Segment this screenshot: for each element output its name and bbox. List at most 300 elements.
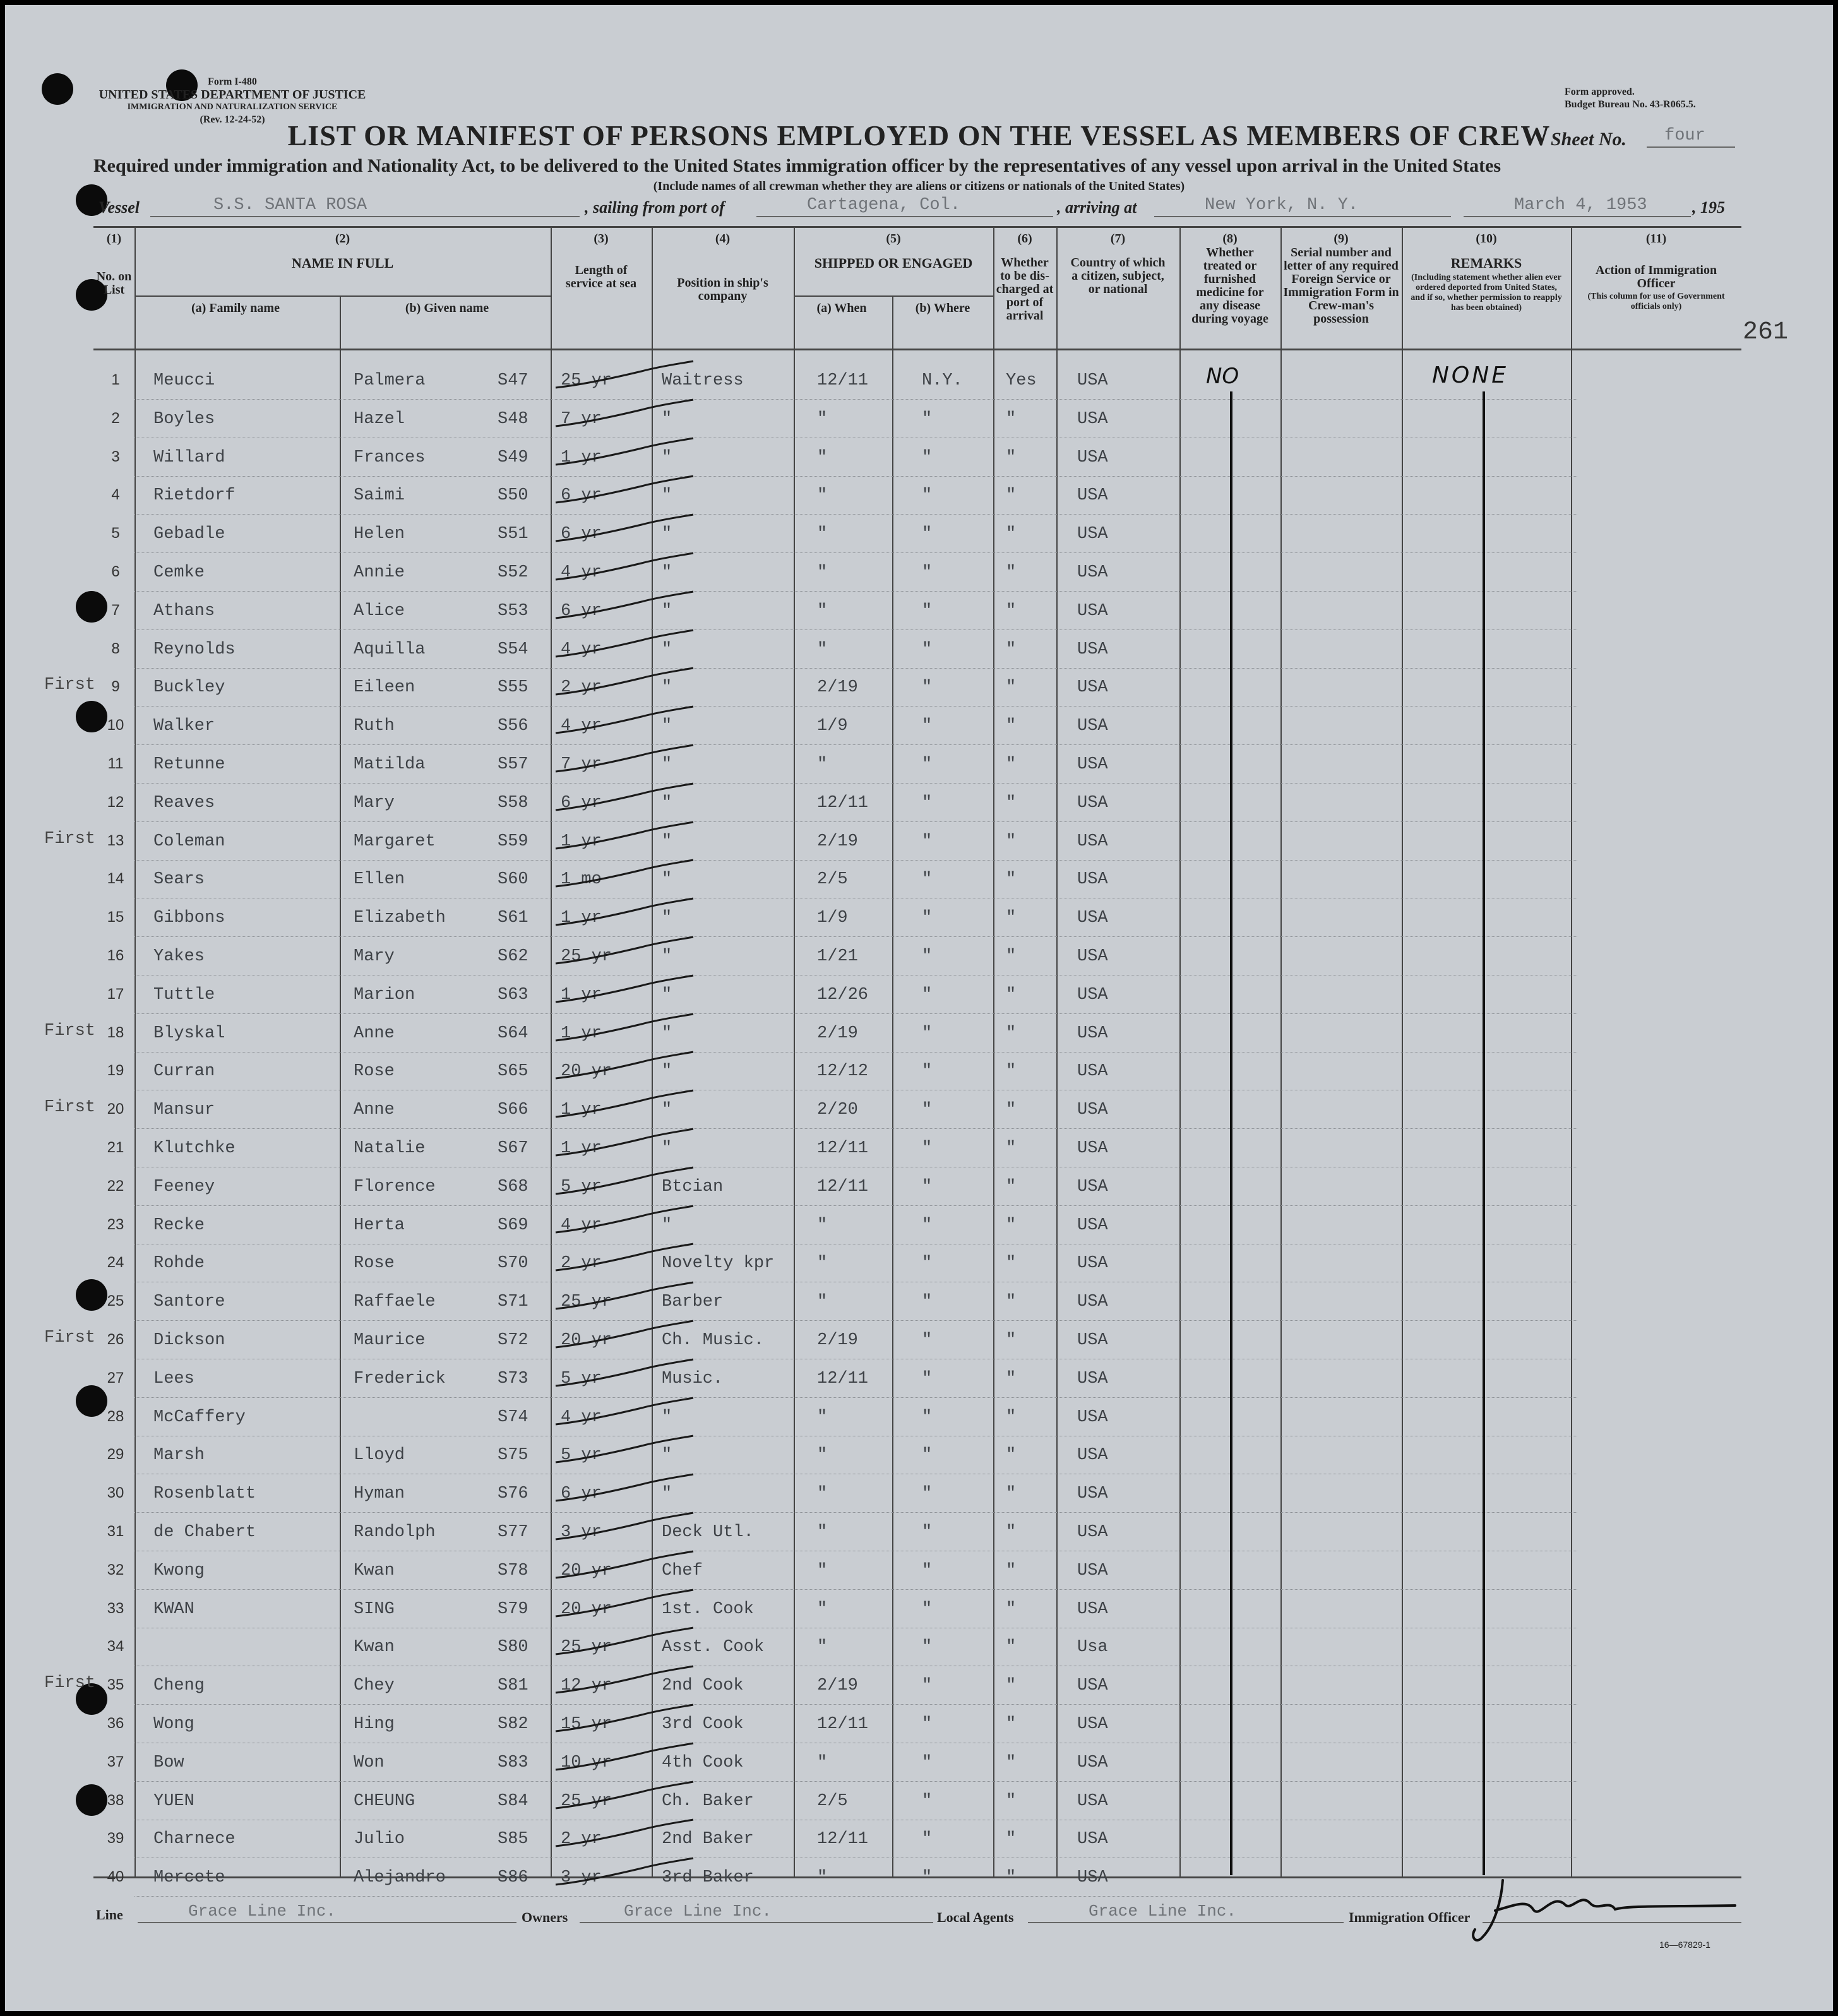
arriving-underline <box>1154 216 1451 217</box>
country: USA <box>1077 601 1108 621</box>
position: " <box>662 870 672 890</box>
row-rule <box>134 1128 1577 1129</box>
tally-mark <box>553 1818 698 1856</box>
crew-id: S51 <box>498 525 528 544</box>
service-length: 5 yr <box>561 1369 602 1388</box>
family-name: Dickson <box>153 1331 225 1350</box>
family-name: Willard <box>153 448 225 467</box>
discharged: " <box>1006 717 1017 736</box>
family-name: Mercete <box>153 1868 225 1888</box>
service-length: 1 yr <box>561 448 602 467</box>
country: USA <box>1077 1446 1108 1465</box>
shipped-where: " <box>922 1830 933 1849</box>
given-name: Maurice <box>354 1331 426 1350</box>
row-number: 35 <box>107 1676 124 1694</box>
shipped-when: 2/20 <box>817 1100 858 1120</box>
crew-id: S72 <box>498 1331 528 1350</box>
shipped-when: " <box>817 1292 828 1312</box>
family-name: Coleman <box>153 832 225 851</box>
shipped-when: " <box>817 1868 828 1888</box>
discharged: " <box>1006 1331 1017 1350</box>
country: USA <box>1077 486 1108 506</box>
family-name: Mansur <box>153 1100 215 1120</box>
line-label: Line <box>96 1907 123 1923</box>
col9-header: Serial number and letter of any required Foreign Service or Immigration Form in Crew-man's possession <box>1283 246 1399 326</box>
shipped-where: " <box>922 601 933 621</box>
crew-id: S82 <box>498 1715 528 1734</box>
tally-mark <box>553 1742 698 1780</box>
row-number: 11 <box>107 755 124 772</box>
position: Chef <box>662 1561 703 1580</box>
country: USA <box>1077 448 1108 467</box>
shipped-where: " <box>922 870 933 890</box>
discharged: " <box>1006 1523 1017 1542</box>
row-number: 25 <box>107 1292 124 1310</box>
shipped-when: 12/11 <box>817 1715 869 1734</box>
shipped-where: " <box>922 563 933 582</box>
col5-header: SHIPPED OR ENGAGED <box>814 255 973 271</box>
sheet-underline <box>1647 146 1735 148</box>
service-length: 4 yr <box>561 1215 602 1235</box>
tally-mark <box>553 897 698 935</box>
country: USA <box>1077 1484 1108 1504</box>
discharged: " <box>1006 1791 1017 1811</box>
shipped-when: 2/19 <box>817 1676 858 1696</box>
service: IMMIGRATION AND NATURALIZATION SERVICE <box>127 102 338 112</box>
country: USA <box>1077 1676 1108 1696</box>
row-rule <box>134 591 1577 592</box>
position: 3rd Cook <box>662 1715 744 1734</box>
agents-value: Grace Line Inc. <box>1089 1902 1237 1921</box>
tally-mark <box>553 667 698 705</box>
col-divider <box>892 295 893 1876</box>
crew-id: S75 <box>498 1446 528 1465</box>
family-name: Gibbons <box>153 909 225 928</box>
shipped-when: " <box>817 1254 828 1273</box>
service-length: 25 yr <box>561 1638 612 1657</box>
tally-mark <box>553 475 698 513</box>
discharged: " <box>1006 1868 1017 1888</box>
family-name: Recke <box>153 1215 205 1235</box>
shipped-where: " <box>922 1599 933 1619</box>
crew-id: S71 <box>498 1292 528 1312</box>
shipped-where: " <box>922 1023 933 1043</box>
given-name: Herta <box>354 1215 405 1235</box>
discharged: " <box>1006 793 1017 813</box>
ditto-line-medicine <box>1230 391 1232 1875</box>
position: 4th Cook <box>662 1753 744 1772</box>
owners-underline <box>580 1922 933 1923</box>
tally-mark <box>553 1320 698 1357</box>
discharged: " <box>1006 1062 1017 1082</box>
country: USA <box>1077 371 1108 390</box>
shipped-when: " <box>817 1599 828 1619</box>
row-rule <box>134 1512 1577 1513</box>
shipped-when: 12/11 <box>817 1177 869 1196</box>
row-rule <box>134 476 1577 477</box>
row-number: 39 <box>107 1830 124 1847</box>
budget-text: Budget Bureau No. 43-R065.5. <box>1565 99 1696 110</box>
crew-id: S57 <box>498 755 528 774</box>
family-name: Feeney <box>153 1177 215 1196</box>
tally-mark <box>553 1550 698 1588</box>
position: " <box>662 563 672 582</box>
row-rule <box>134 1781 1577 1782</box>
shipped-where: " <box>922 1676 933 1696</box>
service-length: 25 yr <box>561 1791 612 1811</box>
discharged: " <box>1006 1292 1017 1312</box>
family-name: McCaffery <box>153 1407 246 1427</box>
tally-mark <box>553 859 698 897</box>
row-rule <box>134 1320 1577 1321</box>
country: USA <box>1077 1023 1108 1043</box>
shipped-where: " <box>922 1446 933 1465</box>
family-name: Curran <box>153 1062 215 1082</box>
given-name: Mary <box>354 793 395 813</box>
tally-mark <box>553 552 698 590</box>
country: USA <box>1077 1407 1108 1427</box>
position: 2nd Cook <box>662 1676 744 1696</box>
row-number: 13 <box>107 832 124 849</box>
position: " <box>662 793 672 813</box>
row-rule <box>134 706 1577 707</box>
shipped-when: 2/19 <box>817 678 858 698</box>
discharged: " <box>1006 1177 1017 1196</box>
row-note: First <box>44 829 96 849</box>
service-length: 2 yr <box>561 1254 602 1273</box>
family-name: Klutchke <box>153 1139 236 1158</box>
shipped-where: " <box>922 1177 933 1196</box>
ditto-line-remarks <box>1483 391 1485 1875</box>
given-name: Lloyd <box>354 1446 405 1465</box>
country: USA <box>1077 1561 1108 1580</box>
tally-mark <box>553 1703 698 1741</box>
col10-number: (10) <box>1476 232 1497 246</box>
arriving-label: , arriving at <box>1057 198 1137 217</box>
given-name: SING <box>354 1599 395 1619</box>
col11-number: (11) <box>1645 232 1667 246</box>
tally-mark <box>553 1473 698 1511</box>
revision: (Rev. 12-24-52) <box>200 114 265 125</box>
position: " <box>662 486 672 506</box>
service-length: 5 yr <box>561 1177 602 1196</box>
family-name: YUEN <box>153 1791 194 1811</box>
col4-number: (4) <box>715 232 731 246</box>
discharged: " <box>1006 678 1017 698</box>
row-rule <box>134 1205 1577 1206</box>
shipped-where: " <box>922 486 933 506</box>
given-name: Eileen <box>354 678 415 698</box>
line-value: Grace Line Inc. <box>188 1902 337 1921</box>
sailing-underline <box>756 216 1053 217</box>
crew-id: S73 <box>498 1369 528 1388</box>
row-rule <box>134 668 1577 669</box>
service-length: 2 yr <box>561 1830 602 1849</box>
shipped-when: " <box>817 755 828 774</box>
given-name: Anne <box>354 1023 395 1043</box>
crew-id: S53 <box>498 601 528 621</box>
family-name: KWAN <box>153 1599 194 1619</box>
shipped-when: 12/26 <box>817 985 869 1005</box>
row-rule <box>134 1704 1577 1705</box>
country: USA <box>1077 1369 1108 1388</box>
shipped-where: " <box>922 985 933 1005</box>
family-name: de Chabert <box>153 1523 256 1542</box>
vessel-label: Vessel <box>98 198 140 217</box>
tally-mark <box>553 1780 698 1818</box>
given-name: Randolph <box>354 1523 436 1542</box>
service-length: 4 yr <box>561 640 602 659</box>
service-length: 5 yr <box>561 1446 602 1465</box>
col8-header: Whether treated or furnished medicine for any disease during voyage <box>1191 246 1268 326</box>
country: USA <box>1077 1062 1108 1082</box>
service-length: 25 yr <box>561 371 612 390</box>
row-note: First <box>44 1021 96 1041</box>
discharged: " <box>1006 1369 1017 1388</box>
crew-id: S84 <box>498 1791 528 1811</box>
position: " <box>662 1062 672 1082</box>
country: USA <box>1077 793 1108 813</box>
given-name: Mary <box>354 947 395 966</box>
family-name: Cheng <box>153 1676 205 1696</box>
position: " <box>662 678 672 698</box>
col3-header: Length of service at sea <box>565 263 637 290</box>
row-number: 15 <box>107 909 124 926</box>
position: 1st. Cook <box>662 1599 754 1619</box>
date-suffix: , 195 <box>1692 198 1725 217</box>
shipped-where: " <box>922 409 933 429</box>
position: Btcian <box>662 1177 724 1196</box>
position: " <box>662 1446 672 1465</box>
position: Novelty kpr <box>662 1254 775 1273</box>
family-name: Rohde <box>153 1254 205 1273</box>
service-length: 20 yr <box>561 1331 612 1350</box>
row-number: 20 <box>107 1100 124 1118</box>
given-name: Alice <box>354 601 405 621</box>
family-name: Blyskal <box>153 1023 225 1043</box>
given-name: Aquilla <box>354 640 426 659</box>
row-number: 3 <box>111 448 120 465</box>
country: USA <box>1077 525 1108 544</box>
crew-id: S67 <box>498 1139 528 1158</box>
position: " <box>662 1484 672 1504</box>
country: USA <box>1077 1753 1108 1772</box>
row-rule <box>134 552 1577 553</box>
shipped-when: " <box>817 1638 828 1657</box>
position: " <box>662 1023 672 1043</box>
crew-id: S56 <box>498 717 528 736</box>
country: USA <box>1077 1331 1108 1350</box>
row-rule <box>134 1013 1577 1014</box>
tally-mark <box>553 821 698 859</box>
row-rule <box>134 399 1577 400</box>
position: " <box>662 640 672 659</box>
discharged: " <box>1006 409 1017 429</box>
position: " <box>662 1139 672 1158</box>
service-length: 6 yr <box>561 793 602 813</box>
position: " <box>662 448 672 467</box>
row-number: 33 <box>107 1599 124 1617</box>
row-number: 18 <box>107 1023 124 1041</box>
approved-text: Form approved. <box>1565 86 1635 97</box>
row-number: 26 <box>107 1331 124 1348</box>
family-name: Retunne <box>153 755 225 774</box>
shipped-when: 12/11 <box>817 793 869 813</box>
shipped-when: 1/21 <box>817 947 858 966</box>
given-name: Rose <box>354 1254 395 1273</box>
shipped-when: 12/11 <box>817 371 869 390</box>
col2a-header: (a) Family name <box>191 301 280 315</box>
tally-mark <box>553 1243 698 1280</box>
country: USA <box>1077 1715 1108 1734</box>
given-name: Anne <box>354 1100 395 1120</box>
discharged: " <box>1006 1599 1017 1619</box>
shipped-when: " <box>817 563 828 582</box>
service-length: 20 yr <box>561 1561 612 1580</box>
service-length: 25 yr <box>561 1292 612 1312</box>
arrival-date: March 4, 1953 <box>1514 196 1647 215</box>
row-rule <box>134 1896 1577 1897</box>
agents-underline <box>1028 1922 1344 1923</box>
page-stamp: 261 <box>1743 318 1789 347</box>
shipped-when: " <box>817 1215 828 1235</box>
col2-number: (2) <box>335 232 350 246</box>
name-subheader-line <box>134 295 551 297</box>
position: " <box>662 409 672 429</box>
discharged: Yes <box>1006 371 1037 390</box>
discharged: " <box>1006 1715 1017 1734</box>
discharged: " <box>1006 1100 1017 1120</box>
discharged: " <box>1006 1561 1017 1580</box>
arriving-value: New York, N. Y. <box>1205 196 1359 215</box>
crew-id: S62 <box>498 947 528 966</box>
shipped-where: " <box>922 1561 933 1580</box>
discharged: " <box>1006 1830 1017 1849</box>
col1-number: (1) <box>106 232 122 246</box>
vessel-underline <box>150 216 580 217</box>
service-length: 2 yr <box>561 678 602 698</box>
family-name: Lees <box>153 1369 194 1388</box>
shipped-when: 1/9 <box>817 909 848 928</box>
tally-mark <box>553 1626 698 1664</box>
tally-mark <box>553 398 698 436</box>
family-name: Rietdorf <box>153 486 236 506</box>
family-name: Athans <box>153 601 215 621</box>
given-name: Natalie <box>354 1139 426 1158</box>
country: USA <box>1077 1215 1108 1235</box>
row-number: 12 <box>107 793 124 811</box>
officer-label: Immigration Officer <box>1349 1909 1471 1925</box>
crew-id: S74 <box>498 1407 528 1427</box>
position: Waitress <box>662 371 744 390</box>
country: USA <box>1077 909 1108 928</box>
tally-mark <box>553 437 698 475</box>
tally-mark <box>553 1434 698 1472</box>
col5b-header: (b) Where <box>915 301 970 315</box>
crew-id: S64 <box>498 1023 528 1043</box>
discharged: " <box>1006 1446 1017 1465</box>
crew-id: S58 <box>498 793 528 813</box>
given-name: Saimi <box>354 486 405 506</box>
given-name: Marion <box>354 985 415 1005</box>
col9-number: (9) <box>1334 232 1349 246</box>
discharged: " <box>1006 947 1017 966</box>
country: USA <box>1077 1599 1108 1619</box>
country: USA <box>1077 1139 1108 1158</box>
sailing-label: , sailing from port of <box>585 198 725 217</box>
row-note: First <box>44 1098 96 1118</box>
position: Music. <box>662 1369 724 1388</box>
shipped-where: " <box>922 1523 933 1542</box>
crew-id: S81 <box>498 1676 528 1696</box>
country: USA <box>1077 1254 1108 1273</box>
shipped-where: " <box>922 1100 933 1120</box>
crew-id: S69 <box>498 1215 528 1235</box>
row-number: 23 <box>107 1215 124 1233</box>
shipped-where: " <box>922 909 933 928</box>
tally-mark <box>553 590 698 628</box>
row-number: 6 <box>111 563 120 580</box>
position: Ch. Baker <box>662 1791 754 1811</box>
col7-number: (7) <box>1110 232 1126 246</box>
shipped-where: N.Y. <box>922 371 963 390</box>
crew-id: S52 <box>498 563 528 582</box>
crew-id: S78 <box>498 1561 528 1580</box>
shipped-when: " <box>817 1407 828 1427</box>
family-name: Wong <box>153 1715 194 1734</box>
crew-id: S55 <box>498 678 528 698</box>
crew-id: S60 <box>498 870 528 890</box>
country: USA <box>1077 640 1108 659</box>
tally-mark <box>553 629 698 667</box>
given-name: Frederick <box>354 1369 446 1388</box>
tally-mark <box>553 1281 698 1319</box>
medicine-entry: NO <box>1206 364 1239 389</box>
given-name: Chey <box>354 1676 395 1696</box>
shipped-when: " <box>817 409 828 429</box>
row-number: 22 <box>107 1177 124 1195</box>
shipped-where: " <box>922 1791 933 1811</box>
shipped-when: 2/19 <box>817 832 858 851</box>
row-rule <box>134 629 1577 630</box>
family-name: Reynolds <box>153 640 236 659</box>
shipped-where: " <box>922 1292 933 1312</box>
row-rule <box>134 936 1577 937</box>
given-name: Rose <box>354 1062 395 1082</box>
col5a-header: (a) When <box>816 301 867 315</box>
country: USA <box>1077 409 1108 429</box>
position: " <box>662 717 672 736</box>
col11-header: Action of Immigration Officer <box>1595 263 1717 290</box>
crew-id: S83 <box>498 1753 528 1772</box>
include-note: (Include names of all crewman whether they are aliens or citizens or nationals of the United States) <box>653 179 1185 193</box>
discharged: " <box>1006 563 1017 582</box>
crew-id: S63 <box>498 985 528 1005</box>
given-name: Won <box>354 1753 385 1772</box>
country: USA <box>1077 832 1108 851</box>
col5-number: (5) <box>886 232 901 246</box>
department: UNITED STATES DEPARTMENT OF JUSTICE <box>98 88 366 102</box>
position: Asst. Cook <box>662 1638 765 1657</box>
service-length: 1 yr <box>561 832 602 851</box>
tally-mark <box>553 1051 698 1089</box>
row-number: 1 <box>111 371 120 388</box>
col2b-header: (b) Given name <box>405 301 489 315</box>
service-length: 15 yr <box>561 1715 612 1734</box>
shipped-where: " <box>922 755 933 774</box>
service-length: 1 yr <box>561 1139 602 1158</box>
tally-mark <box>553 1128 698 1166</box>
